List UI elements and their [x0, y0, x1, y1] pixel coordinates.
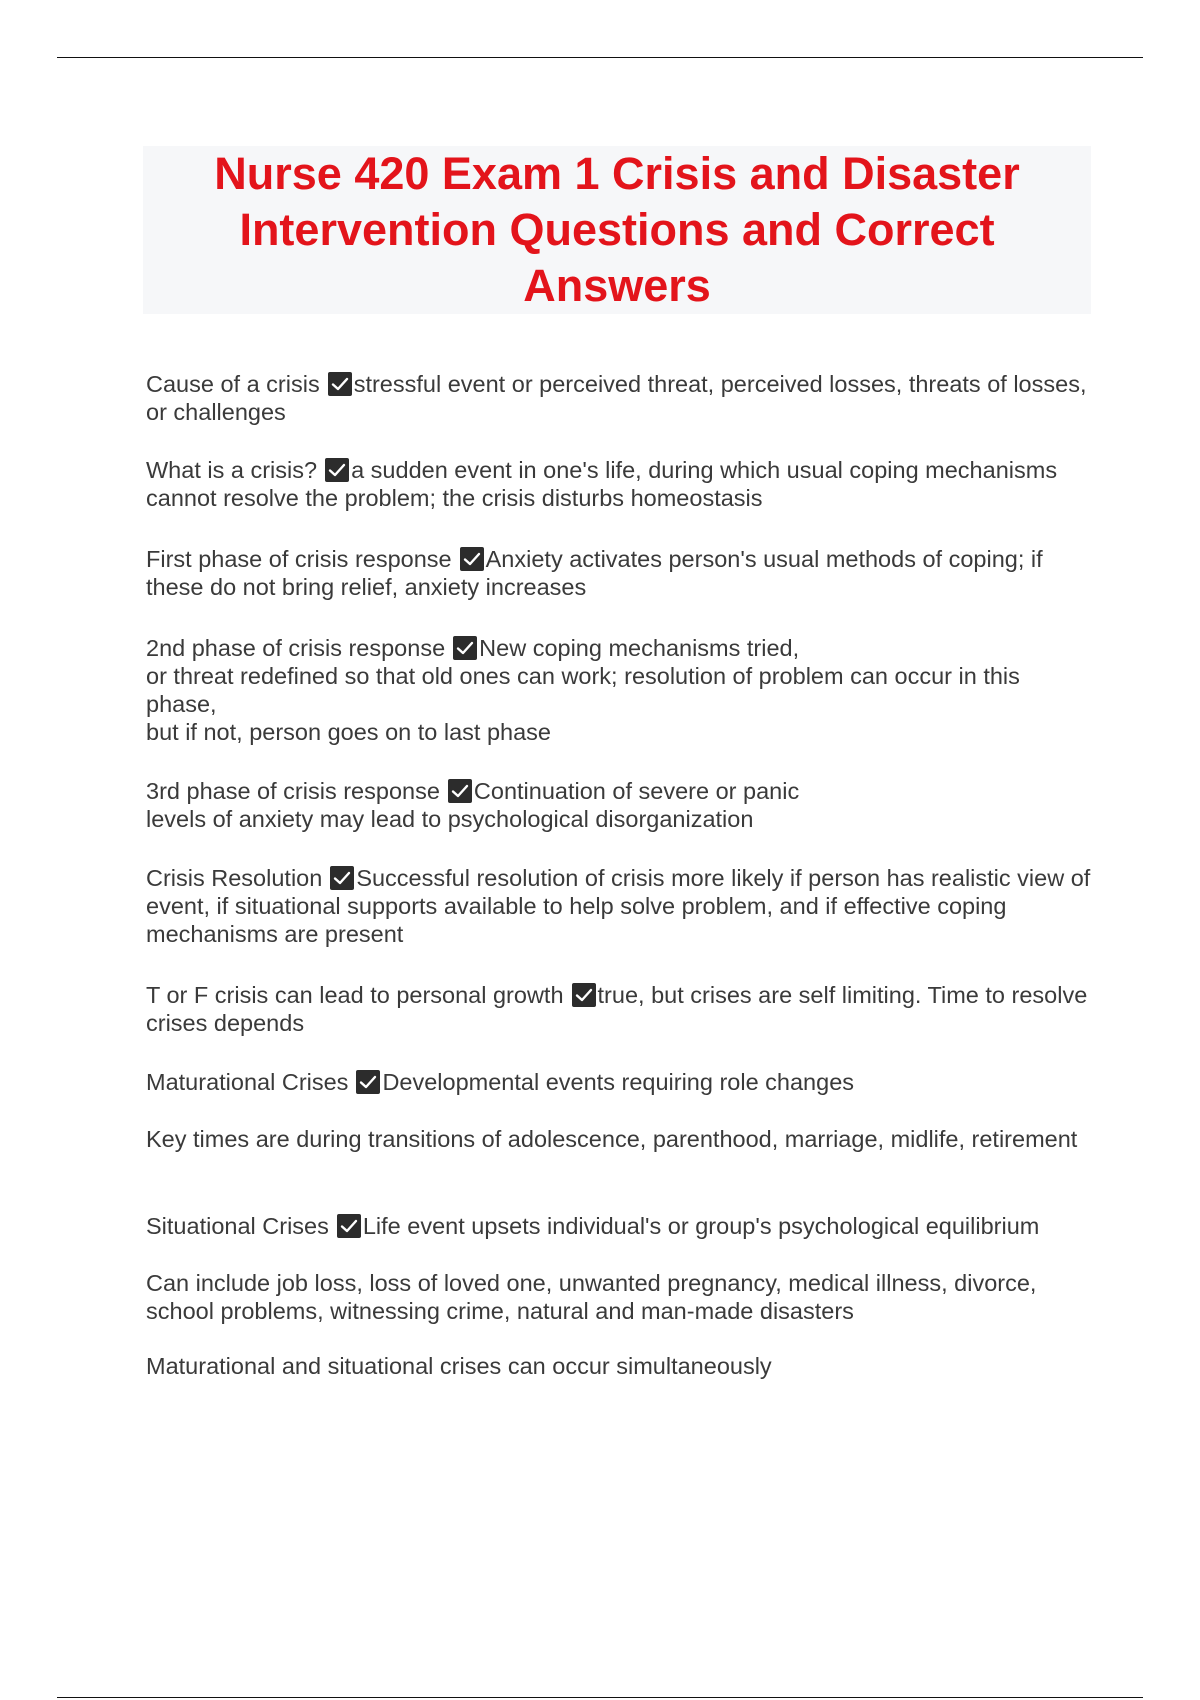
checkmark-icon	[448, 779, 472, 803]
answer-text: true, but crises are self limiting. Time to resolve crises depends	[146, 982, 1088, 1036]
header-rule	[57, 57, 1143, 58]
qa-entry	[146, 777, 1091, 833]
document-title: Nurse 420 Exam 1 Crisis and Disaster Intervention Questions and Correct Answers	[214, 148, 1020, 311]
note-paragraph	[146, 1269, 1091, 1325]
answer-text: stressful event or perceived threat, perceived losses, threats of losses, or challenges	[146, 371, 1087, 425]
note-text: Key times are during transitions of adolescence, parenthood, marriage, midlife, retirement	[146, 1126, 1078, 1152]
checkmark-icon	[572, 983, 596, 1007]
qa-entry	[146, 456, 1091, 512]
checkmark-icon	[337, 1214, 361, 1238]
question-term: What is a crisis?	[146, 457, 318, 483]
note-paragraph	[146, 1352, 1091, 1380]
question-term: First phase of crisis response	[146, 546, 452, 572]
question-term: Crisis Resolution	[146, 865, 323, 891]
question-term: 2nd phase of crisis response	[146, 635, 446, 661]
checkmark-icon	[460, 547, 484, 571]
answer-text: Continuation of severe or panic levels of anxiety may lead to psychological disorganization	[146, 778, 800, 832]
qa-entry	[146, 864, 1091, 948]
question-term: Maturational Crises	[146, 1069, 349, 1095]
qa-entry	[146, 1068, 1091, 1096]
qa-entry	[146, 545, 1091, 601]
note-text: Can include job loss, loss of loved one, unwanted pregnancy, medical illness, divorce, school problems, witnessing crime, natural and man-made disasters	[146, 1270, 1037, 1324]
question-term: 3rd phase of crisis response	[146, 778, 440, 804]
answer-text: Developmental events requiring role changes	[382, 1069, 855, 1095]
question-term: Situational Crises	[146, 1213, 329, 1239]
question-term: T or F crisis can lead to personal growth	[146, 982, 564, 1008]
note-paragraph	[146, 1125, 1091, 1153]
qa-entry	[146, 370, 1091, 426]
qa-entry	[146, 981, 1091, 1037]
checkmark-icon	[328, 372, 352, 396]
answer-text: New coping mechanisms tried, or threat redefined so that old ones can work; resolution of problem can occur in this phase, but if not, person goes on to last phase	[146, 635, 1020, 745]
checkmark-icon	[330, 866, 354, 890]
qa-entry	[146, 1212, 1091, 1240]
footer-rule	[57, 1697, 1143, 1698]
answer-text: Life event upsets individual's or group's psychological equilibrium	[362, 1213, 1040, 1239]
answer-text: Successful resolution of crisis more likely if person has realistic view of event, if situational supports available to help solve problem, and if effective coping mechanisms are present	[146, 865, 1091, 947]
qa-entry	[146, 634, 1091, 746]
checkmark-icon	[356, 1070, 380, 1094]
checkmark-icon	[325, 458, 349, 482]
title-banner	[143, 146, 1091, 314]
checkmark-icon	[453, 636, 477, 660]
answer-text: a sudden event in one's life, during which usual coping mechanisms cannot resolve the problem; the crisis disturbs homeostasis	[146, 457, 1058, 511]
note-text: Maturational and situational crises can occur simultaneously	[146, 1353, 772, 1379]
question-term: Cause of a crisis	[146, 371, 320, 397]
answer-text: Anxiety activates person's usual methods of coping; if these do not bring relief, anxiety increases	[146, 546, 1043, 600]
